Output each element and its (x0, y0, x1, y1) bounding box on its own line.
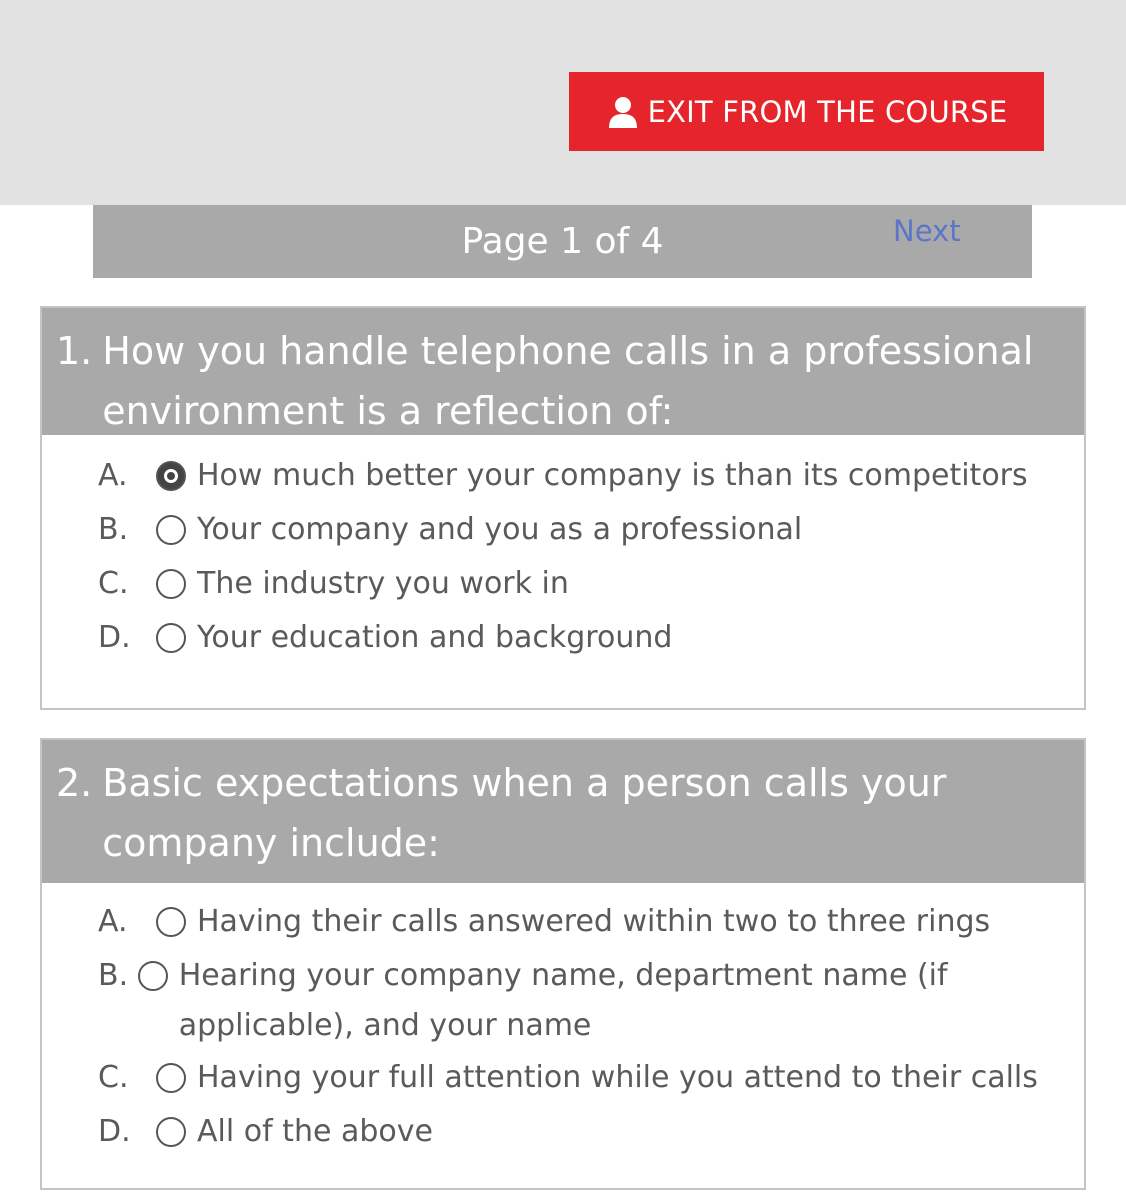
option-letter: C. (98, 1060, 129, 1095)
option-text: Your company and you as a professional (197, 512, 803, 547)
radio-selected[interactable] (156, 461, 186, 491)
question-number: 2. (56, 761, 93, 805)
question-header (42, 308, 1084, 435)
radio-unselected[interactable] (156, 1117, 186, 1147)
question-number: 1. (56, 329, 93, 373)
option-c[interactable] (42, 1053, 1084, 1107)
radio-unselected[interactable] (138, 961, 168, 991)
radio-unselected[interactable] (156, 1063, 186, 1093)
option-text: All of the above (197, 1114, 433, 1149)
option-text: How much better your company is than its competitors (197, 458, 1028, 493)
radio-unselected[interactable] (156, 623, 186, 653)
option-letter: B. (98, 958, 129, 993)
question-card (40, 306, 1086, 710)
option-letter: D. (98, 620, 131, 655)
option-b[interactable] (42, 951, 1084, 1053)
question-header (42, 740, 1084, 883)
option-a[interactable] (42, 451, 1084, 505)
question-text: Basic expectations when a person calls your company include: (102, 761, 947, 865)
option-text: Hearing your company name, department name (if applicable), and your name (178, 958, 948, 1043)
page-indicator: Page 1 of 4 (461, 221, 664, 262)
option-letter: A. (98, 458, 128, 493)
next-page-link[interactable]: Next (893, 214, 961, 248)
exit-course-button[interactable] (569, 72, 1044, 151)
option-b[interactable] (42, 505, 1084, 559)
header-bar (0, 0, 1126, 205)
radio-unselected[interactable] (156, 569, 186, 599)
option-d[interactable] (42, 613, 1084, 667)
option-d[interactable] (42, 1107, 1084, 1161)
option-letter: A. (98, 904, 128, 939)
option-a[interactable] (42, 897, 1084, 951)
option-letter: B. (98, 512, 129, 547)
option-text: Having their calls answered within two to three rings (197, 904, 991, 939)
option-text: Your education and background (197, 620, 673, 655)
question-text: How you handle telephone calls in a professional environment is a reflection of: (102, 329, 1034, 433)
radio-unselected[interactable] (156, 907, 186, 937)
pagination-bar (93, 205, 1032, 278)
options-list (42, 435, 1084, 667)
options-list (42, 883, 1084, 1161)
option-letter: C. (98, 566, 129, 601)
option-c[interactable] (42, 559, 1084, 613)
question-card (40, 738, 1086, 1190)
user-icon (606, 95, 640, 129)
option-text: The industry you work in (197, 566, 569, 601)
radio-unselected[interactable] (156, 515, 186, 545)
exit-course-label: EXIT FROM THE COURSE (647, 94, 1008, 129)
option-text: Having your full attention while you attend to their calls (197, 1060, 1038, 1095)
option-letter: D. (98, 1114, 131, 1149)
